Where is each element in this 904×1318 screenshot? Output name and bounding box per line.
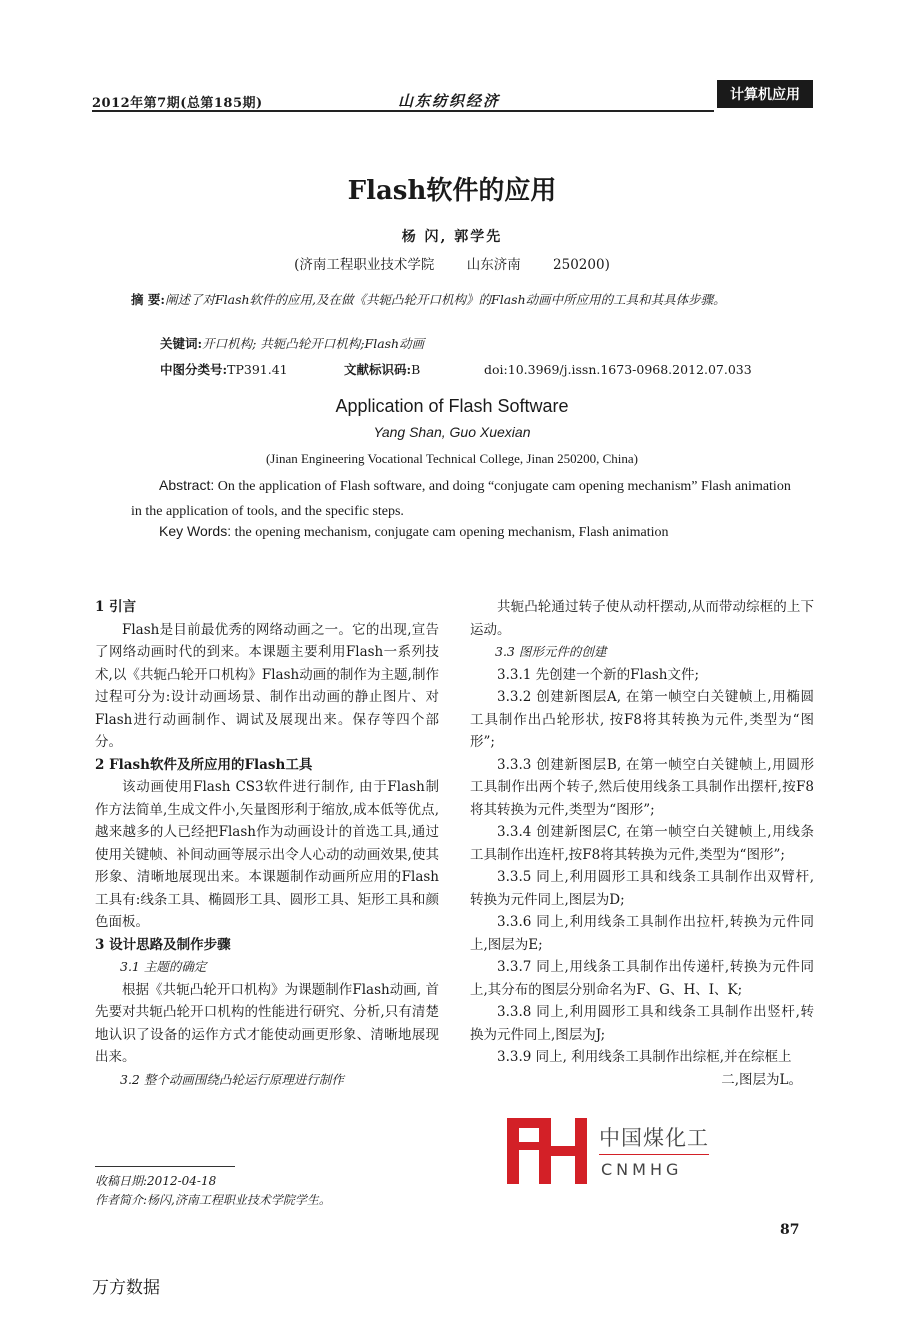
section-3-1-paragraph: 根据《共轭凸轮开口机构》为课题制作Flash动画, 首先要对共轭凸轮开口机构的性能进行研究、分析,只有清楚地认识了设备的运作方式才能使动画更形象、清晰地展现出来。 — [95, 981, 439, 1065]
page-number: 87 — [780, 1222, 800, 1238]
step-3-3-2: 3.3.2 创建新图层A, 在第一帧空白关键帧上,用椭圆工具制作出凸轮形状, 按F8将其转换为元件,类型为“图形”; — [470, 689, 814, 750]
logo-name-cn: 中国煤化工 — [599, 1126, 709, 1150]
footnote-rule — [95, 1166, 235, 1167]
section-3-heading: 3 设计思路及制作步骤 — [95, 936, 231, 953]
step-3-3-4: 3.3.4 创建新图层C, 在第一帧空白关键帧上,用线条工具制作出连杆,按F8将其转换为元件,类型为“图形”; — [470, 824, 814, 863]
paper-affiliation — [0, 253, 904, 273]
section-2-heading: 2 Flash软件及所应用的Flash工具 — [95, 756, 313, 773]
english-abstract-label: Abstract: — [159, 477, 215, 493]
doc-code-value: B — [411, 362, 421, 377]
keywords-text: 开口机构; 共轭凸轮开口机构;Flash动画 — [202, 336, 425, 351]
english-keywords-label: Key Words: — [159, 523, 232, 539]
keywords-cn — [160, 334, 424, 352]
step-3-3-8: 3.3.8 同上,利用圆形工具和线条工具制作出竖杆,转换为元件同上,图层为J; — [470, 1004, 814, 1043]
classification-line — [160, 360, 752, 378]
doi: doi:10.3969/j.issn.1673-0968.2012.07.033 — [484, 362, 752, 377]
step-3-3-9-tail: 二,图层为L。 — [721, 1071, 802, 1088]
continued-paragraph: 共轭凸轮通过转子使从动杆摆动,从而带动综框的上下运动。 — [470, 599, 814, 638]
left-column — [95, 596, 439, 1091]
right-column — [470, 596, 814, 1091]
paper-authors: 杨 闪, 郭学先 — [401, 229, 503, 245]
doc-code-label: 文献标识码: — [344, 362, 412, 377]
clc-label: 中图分类号: — [160, 362, 228, 377]
affiliation-postcode: 250200) — [553, 257, 610, 273]
step-3-3-3: 3.3.3 创建新图层B, 在第一帧空白关键帧上,用圆形工具制作出两个转子,然后使用线条工具制作出摆杆,按F8将其转换为元件,类型为“图形”; — [470, 756, 814, 818]
section-2-paragraph: 该动画使用Flash CS3软件进行制作, 由于Flash制作方法简单,生成文件小,矢量图形利于缩放,成本低等优点,越来越多的人已经把Flash作为动画设计的首选工具,通过使用关键帧、补间动画等展示出令人心动的动画效果,使其形象、清晰地展现出来。本课题制作动画所应用的Flash工具有:线条工具、椭圆形工具、圆形工具、矩形工具和颜色面板。 — [95, 779, 439, 930]
affiliation-school: (济南工程职业技术学院 — [294, 257, 435, 273]
logo-mark-icon — [505, 1116, 593, 1188]
watermark-logo — [503, 1112, 718, 1192]
step-3-3-6: 3.3.6 同上,利用线条工具制作出拉杆,转换为元件同上,图层为E; — [470, 914, 814, 953]
logo-name-en: CNMHG — [601, 1160, 683, 1179]
english-keywords — [159, 523, 669, 541]
author-bio: 作者简介:杨闪,济南工程职业技术学院学生。 — [95, 1193, 331, 1207]
section-3-2-heading: 3.2 整个动画围绕凸轮运行原理进行制作 — [120, 1071, 344, 1087]
abstract-text: 阐述了对Flash软件的应用,及在做《共轭凸轮开口机构》的Flash动画中所应用的工具和其具体步骤。 — [164, 292, 726, 307]
section-1-heading: 1 引言 — [95, 599, 137, 615]
abstract-cn — [131, 287, 783, 312]
issue-info: 2012年第7期(总第185期) — [92, 96, 263, 111]
abstract-label: 摘 要: — [131, 292, 165, 307]
logo-rule — [599, 1154, 709, 1155]
step-3-3-5: 3.3.5 同上,利用圆形工具和线条工具制作出双臂杆,转换为元件同上,图层为D; — [470, 869, 814, 908]
received-date: 收稿日期:2012-04-18 — [95, 1174, 217, 1188]
english-abstract-text: On the application of Flash software, and doing “conjugate cam opening mechanism” Flash animation in the application of tools, and the specific steps. — [131, 479, 791, 519]
source-mark: 万方数据 — [92, 1278, 160, 1298]
clc-value: TP391.41 — [227, 362, 288, 377]
english-title: Application of Flash Software — [335, 396, 569, 416]
affiliation-city: 山东济南 — [466, 257, 521, 273]
step-3-3-1: 3.3.1 先创建一个新的Flash文件; — [497, 666, 700, 683]
section-3-1-heading: 3.1 主题的确定 — [120, 959, 207, 974]
keywords-label: 关键词: — [160, 336, 203, 351]
english-abstract — [131, 473, 791, 524]
journal-name: 山东纺织经济 — [398, 92, 501, 110]
paper-title: Flash软件的应用 — [347, 176, 557, 206]
section-3-3-heading: 3.3 图形元件的创建 — [495, 644, 607, 659]
section-1-paragraph: Flash是目前最优秀的网络动画之一。它的出现,宣告了网络动画时代的到来。本课题主要利用Flash一系列技术,以《共轭凸轮开口机构》Flash动画的制作为主题,制作过程可分为:设计动画场景、制作出动画的静止图片、对Flash进行动画制作、调试及展现出来。保存等四个部分。 — [95, 621, 439, 750]
english-authors: Yang Shan, Guo Xuexian — [373, 424, 531, 440]
step-3-3-9: 3.3.9 同上, 利用线条工具制作出综框,并在综框上 — [497, 1049, 792, 1065]
header-rule — [92, 110, 714, 112]
english-affiliation: (Jinan Engineering Vocational Technical College, Jinan 250200, China) — [265, 451, 639, 466]
english-keywords-text: the opening mechanism, conjugate cam opening mechanism, Flash animation — [234, 525, 669, 540]
footnote — [95, 1172, 331, 1210]
section-tag: 计算机应用 — [717, 80, 813, 108]
step-3-3-7: 3.3.7 同上,用线条工具制作出传递杆,转换为元件同上,其分布的图层分别命名为F、G、H、I、K; — [470, 959, 814, 998]
